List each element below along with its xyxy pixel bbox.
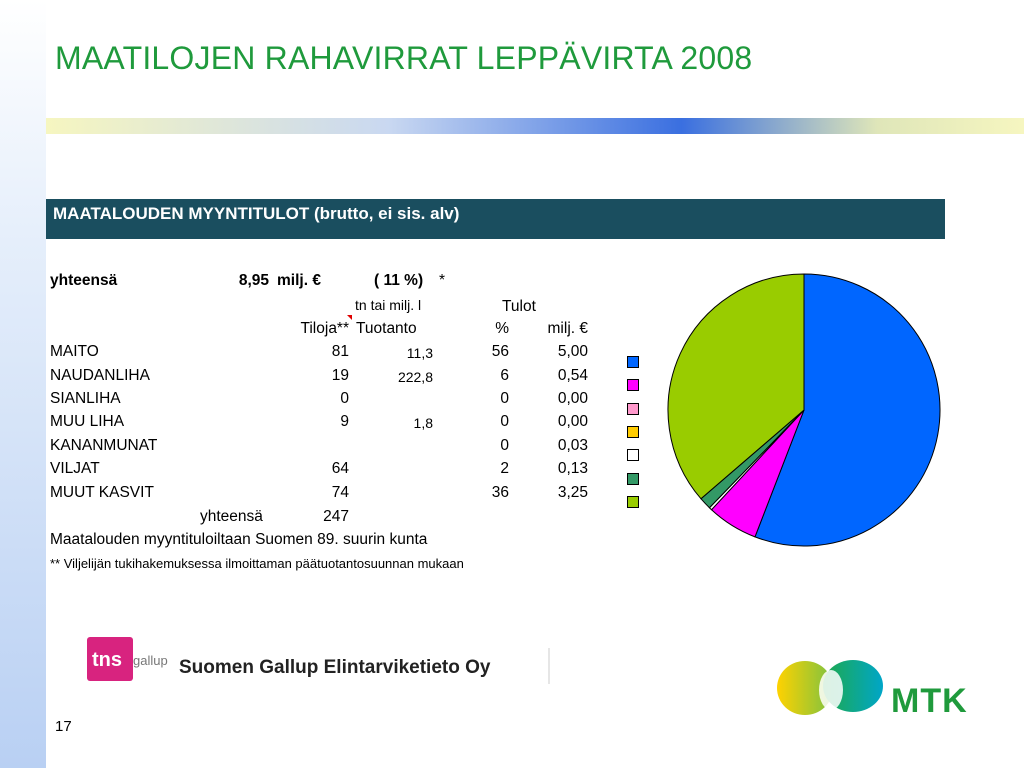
mtk-logo-icon bbox=[775, 656, 895, 718]
page-number: 17 bbox=[55, 718, 72, 735]
slide-title: MAATILOJEN RAHAVIRRAT LEPPÄVIRTA 2008 bbox=[55, 40, 753, 76]
row-tiloja: 9 bbox=[340, 413, 349, 430]
summary-value: 8,95 bbox=[238, 272, 269, 289]
row-percent: 0 bbox=[500, 390, 509, 407]
row-percent: 2 bbox=[500, 460, 509, 477]
row-tiloja: 81 bbox=[331, 343, 349, 360]
row-name: MUUT KASVIT bbox=[50, 484, 154, 501]
row-tiloja: 19 bbox=[331, 367, 349, 384]
table-header: MAATALOUDEN MYYNTITULOT (brutto, ei sis. alv) bbox=[46, 199, 945, 239]
row-percent: 6 bbox=[500, 367, 509, 384]
col-header-percent: % bbox=[495, 320, 509, 337]
row-milj: 5,00 bbox=[557, 343, 588, 360]
tns-company-name: Suomen Gallup Elintarviketieto Oy bbox=[179, 657, 491, 678]
row-name: NAUDANLIHA bbox=[50, 367, 150, 384]
row-name: MUU LIHA bbox=[50, 413, 125, 430]
row-milj: 3,25 bbox=[557, 484, 588, 501]
row-tuotanto: 222,8 bbox=[397, 369, 433, 385]
row-percent: 0 bbox=[500, 413, 509, 430]
total-label: yhteensä bbox=[200, 508, 263, 525]
tns-divider bbox=[548, 648, 550, 684]
legend-swatch-viljat bbox=[627, 473, 639, 485]
summary-star: * bbox=[439, 272, 446, 289]
row-name: MAITO bbox=[50, 343, 99, 360]
row-milj: 0,00 bbox=[557, 413, 588, 430]
title-underline-bar bbox=[46, 118, 1024, 134]
col-header-tn-tai: tn tai milj. l bbox=[355, 297, 422, 313]
col-header-tulot: Tulot bbox=[502, 298, 536, 315]
row-tiloja: 64 bbox=[331, 460, 349, 477]
summary-unit: milj. € bbox=[277, 272, 321, 289]
row-name: VILJAT bbox=[50, 460, 100, 477]
row-milj: 0,00 bbox=[557, 390, 588, 407]
col-header-tiloja: Tiloja** bbox=[300, 320, 349, 337]
side-gradient bbox=[0, 0, 46, 768]
row-tiloja: 74 bbox=[331, 484, 349, 501]
row-milj: 0,54 bbox=[557, 367, 588, 384]
row-percent: 0 bbox=[500, 437, 509, 454]
row-percent: 56 bbox=[491, 343, 509, 360]
col-header-tuotanto: Tuotanto bbox=[356, 320, 417, 337]
legend-swatch-kananmunat bbox=[627, 449, 639, 461]
legend-swatch-muu-liha bbox=[627, 426, 639, 438]
col-header-milj: milj. € bbox=[547, 320, 588, 337]
pie-svg bbox=[666, 272, 942, 548]
row-milj: 0,03 bbox=[557, 437, 588, 454]
row-milj: 0,13 bbox=[557, 460, 588, 477]
tns-logo: tns bbox=[87, 637, 133, 681]
legend-swatch-muut-kasvit bbox=[627, 496, 639, 508]
row-percent: 36 bbox=[491, 484, 509, 501]
legend-swatch-maito bbox=[627, 356, 639, 368]
legend-swatch-naudanliha bbox=[627, 379, 639, 391]
total-value: 247 bbox=[323, 508, 349, 525]
row-tuotanto: 11,3 bbox=[406, 345, 433, 361]
note-footnote: ** Viljelijän tukihakemuksessa ilmoittaman päätuotantosuunnan mukaan bbox=[50, 556, 464, 571]
tns-logo-sub: gallup bbox=[133, 653, 168, 668]
row-name: SIANLIHA bbox=[50, 390, 121, 407]
mtk-logo-text: MTK bbox=[891, 682, 968, 720]
pie-chart bbox=[666, 272, 942, 548]
row-tuotanto: 1,8 bbox=[413, 415, 433, 431]
summary-label: yhteensä bbox=[50, 272, 118, 289]
note-rank: Maatalouden myyntituloiltaan Suomen 89. suurin kunta bbox=[50, 531, 428, 548]
row-name: KANANMUNAT bbox=[50, 437, 158, 454]
row-tiloja: 0 bbox=[340, 390, 349, 407]
summary-percent: ( 11 %) bbox=[374, 272, 424, 289]
legend-swatch-sianliha bbox=[627, 403, 639, 415]
comment-marker bbox=[347, 315, 352, 320]
